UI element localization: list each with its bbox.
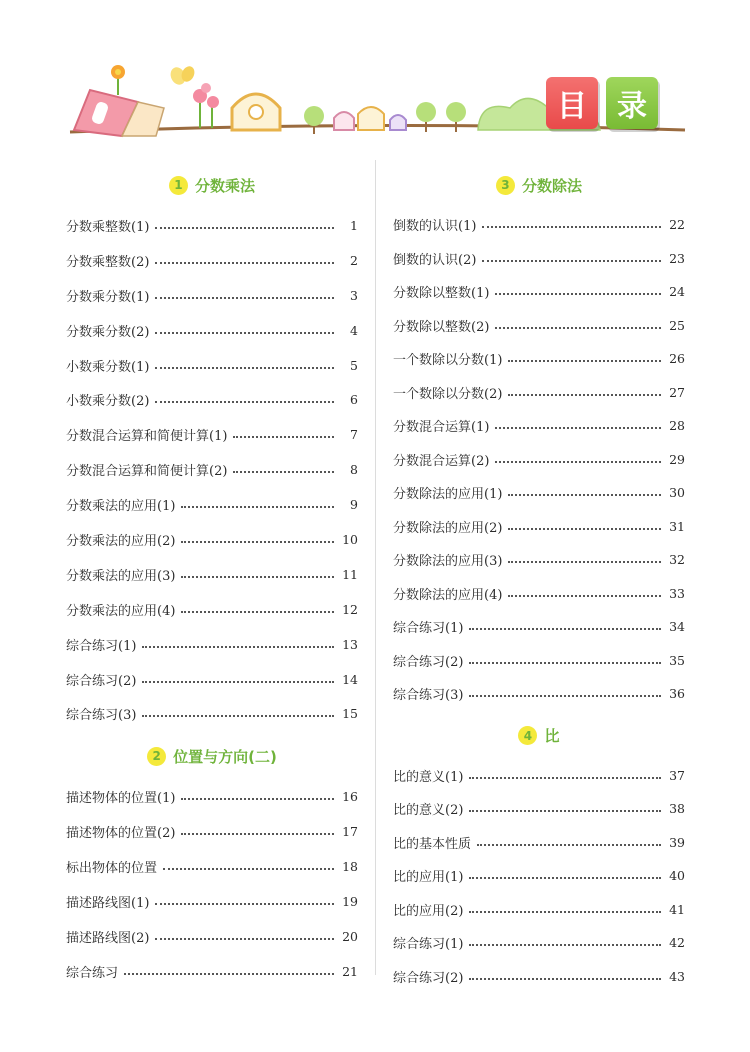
toc-entry-title: 倒数的认识(1) [393,219,477,235]
toc-entry[interactable] [393,792,685,826]
toc-entry-title: 分数乘整数(1) [66,219,150,235]
toc-entry[interactable] [66,814,358,849]
toc-entry[interactable] [66,417,358,452]
toc-entry-title: 分数除以整数(2) [393,319,490,335]
section-gap [66,731,358,739]
toc-entry-page: 6 [350,392,358,408]
toc-entry-page: 34 [669,619,685,635]
toc-entry-page: 11 [342,566,358,582]
toc-entry[interactable] [393,926,685,960]
toc-entry-page: 2 [350,252,358,268]
dot-leader [508,527,661,530]
toc-entry-page: 13 [342,636,358,652]
toc-entry-title: 综合练习(2) [393,654,464,670]
toc-entry-title: 比的意义(1) [393,769,464,785]
dot-leader [469,910,661,913]
toc-entry-page: 35 [669,652,685,668]
house-icon [232,94,280,130]
toc-entry[interactable] [66,313,358,348]
toc-entry[interactable] [393,893,685,927]
toc-entry[interactable] [393,826,685,860]
toc-entry-page: 12 [342,601,358,617]
toc-entry[interactable] [393,409,685,443]
toc-entry[interactable] [66,382,358,417]
toc-entry-page: 4 [350,322,358,338]
toc-entry[interactable] [393,275,685,309]
toc-left-column [66,168,358,989]
toc-entry-page: 40 [669,868,685,884]
small-houses-icon [334,107,406,130]
toc-entry-page: 5 [350,357,358,373]
toc-entry[interactable] [393,610,685,644]
toc-entry-page: 17 [342,824,358,840]
dot-leader [233,470,334,473]
dot-leader [155,261,334,264]
toc-entry-title: 分数乘分数(2) [66,324,150,340]
toc-entry-title: 分数混合运算和简便计算(2) [66,464,228,480]
toc-entry-title: 标出物体的位置 [66,861,158,877]
toc-entry[interactable] [393,443,685,477]
dot-leader [469,809,661,812]
toc-entry[interactable] [393,577,685,611]
column-divider [375,160,376,975]
dot-leader [495,292,661,295]
pink-flowers-icon [193,83,219,128]
toc-entry-title: 分数乘法的应用(3) [66,568,176,584]
dot-leader [142,645,334,648]
toc-entry-page: 22 [669,217,685,233]
toc-entry-title: 综合练习(1) [393,937,464,953]
toc-entry-title: 分数除法的应用(4) [393,587,503,603]
toc-entry-title: 分数除以整数(1) [393,286,490,302]
title-char-mu: 目 [546,77,598,129]
section-heading [66,170,358,200]
dot-leader [181,575,334,578]
dot-leader [181,505,334,508]
title-char-lu: 录 [606,77,658,129]
toc-entry-title: 比的应用(2) [393,903,464,919]
dot-leader [469,627,661,630]
toc-entry[interactable] [66,208,358,243]
toc-entry-title: 分数乘法的应用(4) [66,603,176,619]
toc-entry-page: 32 [669,552,685,568]
section-title: 比 [544,727,560,745]
toc-entry-title: 综合练习(2) [66,673,137,689]
toc-entry-page: 30 [669,485,685,501]
dot-leader [508,393,661,396]
toc-entry[interactable] [393,644,685,678]
toc-entry[interactable] [66,779,358,814]
section-number-badge: 1 [169,176,188,195]
section-title: 位置与方向(二) [173,747,277,766]
toc-entry-title: 一个数除以分数(1) [393,353,503,369]
toc-entry-title: 描述路线图(1) [66,895,150,911]
toc-entry-title: 分数乘整数(2) [66,254,150,270]
dot-leader [477,843,661,846]
toc-entry-title: 倒数的认识(2) [393,252,477,268]
toc-entry[interactable] [393,342,685,376]
toc-entry[interactable] [393,510,685,544]
dot-leader [508,594,661,597]
toc-entry[interactable] [66,627,358,662]
dot-leader [142,714,334,717]
header-banner [60,50,700,150]
toc-entry-page: 37 [669,767,685,783]
section-number-badge: 4 [518,726,537,745]
dot-leader [469,876,661,879]
dot-leader [508,493,661,496]
section-title: 分数除法 [521,176,582,195]
dot-leader [508,359,661,362]
toc-entry-title: 分数除法的应用(2) [393,520,503,536]
toc-entry-page: 23 [669,250,685,266]
toc-entry-title: 小数乘分数(1) [66,359,150,375]
dot-leader [469,694,661,697]
toc-entry-page: 8 [350,462,358,478]
toc-entry-page: 38 [669,801,685,817]
toc-entry-page: 14 [342,671,358,687]
toc-entry[interactable] [66,452,358,487]
toc-right-column [393,168,685,993]
toc-entry[interactable] [393,208,685,242]
section-gap [393,711,685,719]
dot-leader [469,661,661,664]
dot-leader [155,366,334,369]
toc-entry[interactable] [393,242,685,276]
toc-entry-page: 15 [342,706,358,722]
toc-entry-title: 综合练习(3) [66,708,137,724]
dot-leader [181,832,334,835]
toc-entry-title: 综合练习 [66,965,119,981]
dot-leader [469,776,661,779]
toc-entry[interactable] [66,522,358,557]
dot-leader [181,797,334,800]
section-number-badge: 3 [496,176,515,195]
toc-entry-title: 综合练习(2) [393,970,464,986]
toc-entry[interactable] [393,543,685,577]
toc-entry[interactable] [66,954,358,989]
dot-leader [155,937,334,940]
toc-entry[interactable] [393,759,685,793]
toc-entry-page: 16 [342,789,358,805]
toc-entry-title: 小数乘分数(2) [66,394,150,410]
section-heading [393,721,685,751]
toc-entry-title: 比的应用(1) [393,870,464,886]
dot-leader [495,460,661,463]
dot-leader [155,226,334,229]
toc-entry-page: 26 [669,351,685,367]
dot-leader [142,680,334,683]
butterfly-icon [168,64,197,87]
title-blocks [546,77,658,129]
toc-entry[interactable] [66,849,358,884]
toc-entry-page: 43 [669,968,685,984]
toc-entry-page: 39 [669,834,685,850]
toc-entry[interactable] [393,960,685,994]
dot-leader [508,560,661,563]
toc-entry-title: 描述物体的位置(1) [66,791,176,807]
toc-entry-page: 3 [350,287,358,303]
toc-entry[interactable] [393,376,685,410]
dot-leader [469,977,661,980]
dot-leader [181,610,334,613]
dot-leader [482,259,661,262]
dot-leader [482,225,661,228]
toc-entry[interactable] [66,592,358,627]
toc-entry-page: 7 [350,427,358,443]
section-heading [393,170,685,200]
toc-entry-page: 9 [350,497,358,513]
toc-entry[interactable] [393,677,685,711]
toc-entry-title: 分数乘法的应用(1) [66,499,176,515]
toc-entry-page: 25 [669,317,685,333]
toc-entry-title: 综合练习(1) [66,638,137,654]
toc-entry-page: 41 [669,901,685,917]
toc-entry[interactable] [66,919,358,954]
toc-entry-title: 分数除法的应用(3) [393,554,503,570]
toc-entry-title: 综合练习(3) [393,688,464,704]
toc-entry[interactable] [66,696,358,731]
toc-entry-page: 10 [342,531,358,547]
toc-entry-title: 一个数除以分数(2) [393,386,503,402]
toc-entry-page: 24 [669,284,685,300]
toc-entry[interactable] [393,309,685,343]
dot-leader [155,331,334,334]
dot-leader [155,296,334,299]
toc-entry-title: 分数除法的应用(1) [393,487,503,503]
toc-entry[interactable] [66,243,358,278]
toc-entry[interactable] [66,487,358,522]
toc-entry-title: 综合练习(1) [393,621,464,637]
toc-entry[interactable] [393,859,685,893]
toc-entry-page: 18 [342,859,358,875]
dot-leader [233,435,334,438]
toc-entry-page: 36 [669,686,685,702]
toc-entry-page: 28 [669,418,685,434]
toc-entry-title: 分数乘分数(1) [66,289,150,305]
toc-entry[interactable] [66,662,358,697]
toc-entry-page: 33 [669,585,685,601]
dot-leader [155,902,334,905]
dot-leader [495,426,661,429]
flower-icon [111,65,125,95]
toc-entry[interactable] [66,557,358,592]
toc-entry-page: 21 [342,963,358,979]
toc-entry-page: 20 [342,928,358,944]
dot-leader [124,972,334,975]
dot-leader [163,867,334,870]
toc-entry-title: 分数混合运算(1) [393,420,490,436]
toc-entry[interactable] [66,348,358,383]
toc-entry[interactable] [66,278,358,313]
toc-entry-title: 描述路线图(2) [66,930,150,946]
toc-entry-title: 分数混合运算(2) [393,453,490,469]
toc-entry-page: 42 [669,935,685,951]
toc-entry-page: 1 [350,217,358,233]
toc-entry-title: 比的基本性质 [393,836,472,852]
section-number-badge: 2 [147,747,166,766]
dot-leader [469,943,661,946]
toc-entry-page: 29 [669,451,685,467]
toc-entry[interactable] [393,476,685,510]
toc-entry-page: 19 [342,893,358,909]
dot-leader [181,540,334,543]
book-icon [74,90,164,136]
section-title: 分数乘法 [194,176,255,195]
toc-entry-title: 分数混合运算和简便计算(1) [66,429,228,445]
dot-leader [155,400,334,403]
toc-entry-title: 比的意义(2) [393,803,464,819]
dot-leader [495,326,661,329]
section-heading [66,741,358,771]
toc-entry-page: 27 [669,384,685,400]
toc-entry-title: 分数乘法的应用(2) [66,533,176,549]
toc-entry-page: 31 [669,518,685,534]
toc-entry[interactable] [66,884,358,919]
toc-entry-title: 描述物体的位置(2) [66,826,176,842]
